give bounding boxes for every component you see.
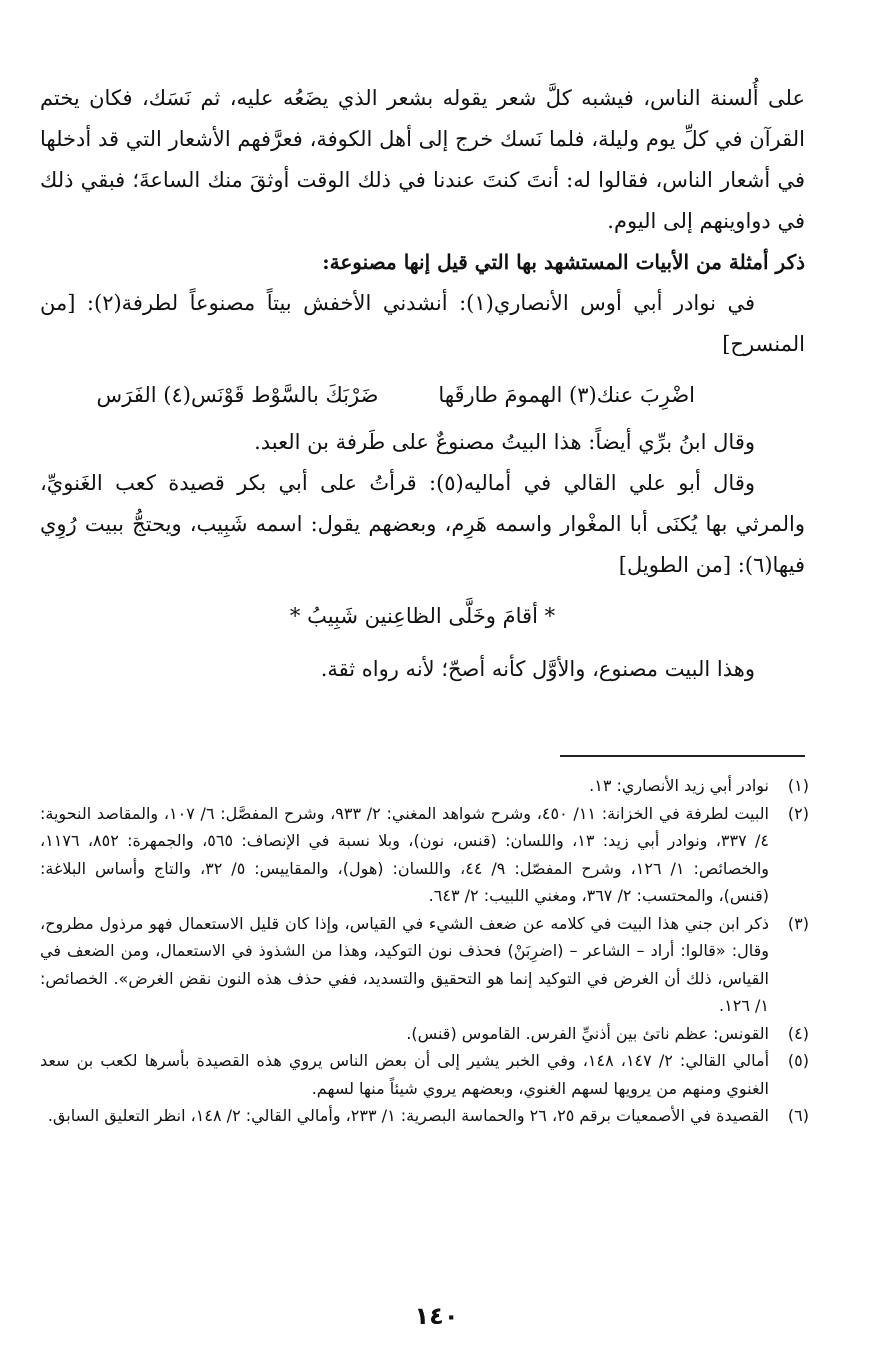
paragraph-1: على أُلسنة الناس، فيشبه كلَّ شعر يقوله بشعر الذي يضَعُه عليه، ثم نَسَك، فكان يختم القرآن في كلِّ يوم وليلة، فلما نَسك خرج إلى أهل الكوفة، فعرَّفهم الأشعار التي قد أدخلها في أشعار الناس، فقالوا له: أنتَ كنتَ عندنا في ذلك الوقت أوثقَ منك الساعةَ؛ فبقي ذلك في دواوينهم إلى اليوم.	[40, 86, 805, 233]
footnote-4	[40, 1020, 809, 1048]
paragraph-3: وقال ابنُ برِّي أيضاً: هذا البيتُ مصنوعٌ على طَرفة بن العبد.	[254, 430, 755, 454]
footnote-text: نوادر أبي زيد الأنصاري: ١٣.	[589, 776, 769, 795]
verse-1-second-hemistich: ضَرْبَكَ بالسَّوْط قَوْنَس(٤) الفَرَس	[96, 383, 379, 407]
footnote-text: القصيدة في الأصمعيات برقم ٢٥، ٢٦ والحماسة البصرية: ١/ ٢٣٣، وأمالي القالي: ٢/ ١٤٨، انظر التعليق السابق.	[47, 1106, 769, 1125]
footnote-number: (٥)	[787, 1051, 809, 1070]
footnote-text: القونس: عظم ناتئ بين أذنيِّ الفرس. القاموس (قنس).	[406, 1023, 769, 1043]
paragraph-5: وهذا البيت مصنوع، والأوَّل كأنه أصحّ؛ لأنه رواه ثقة.	[320, 657, 755, 681]
footnote-3	[40, 910, 809, 1020]
footnote-1	[40, 772, 809, 800]
main-text	[40, 78, 805, 690]
verse-1	[40, 375, 805, 416]
verse-2: * أقامَ وخَلَّى الظاعِنين شَبِيبُ *	[289, 604, 556, 628]
footnote-text: أمالي القالي: ٢/ ١٤٧، ١٤٨، وفي الخبر يشير إلى أن بعض الناس يروي هذه القصيدة بأسرها لكعب بن سعد الغنوي ومنهم من يرويها لسهم الغنوي، وبعضهم يروي شيئاً منها لسهم.	[40, 1051, 770, 1098]
footnote-number: (١)	[787, 776, 809, 795]
footnote-number: (٣)	[787, 913, 809, 933]
footnote-6	[40, 1102, 809, 1130]
section-heading: ذكر أمثلة من الأبيات المستشهد بها التي قيل إنها مصنوعة:	[322, 250, 805, 274]
footnote-number: (٢)	[787, 803, 809, 823]
footnote-2	[40, 800, 809, 910]
page-number: ١٤٠	[414, 1302, 459, 1330]
footnote-5	[40, 1047, 809, 1102]
footnote-divider	[560, 755, 805, 757]
footnotes	[40, 772, 809, 1130]
footnote-text: البيت لطرفة في الخزانة: ١١/ ٤٥٠، وشرح شواهد المغني: ٢/ ٩٣٣، وشرح المفصَّل: ٦/ ١٠٧، والمقاصد النحوية: ٤/ ٣٣٧، ونوادر أبي زيد: ١٣، واللسان: (قنس، نون)، وبلا نسبة في الإنصاف: ٥٦٥، والجمهرة: ٨٥٢، ١١٧٦، والخصائص: ١/ ١٢٦، وشرح المفصّل: ٩/ ٤٤، واللسان: (هول)، والمقاييس: ٥/ ٣٢، والتاج وأساس البلاغة: (قنس)، والمحتسب: ٢/ ٣٦٧، ومغني اللبيب: ٢/ ٦٤٣.	[40, 803, 770, 905]
footnote-number: (٤)	[787, 1023, 809, 1043]
footnote-number: (٦)	[787, 1106, 809, 1125]
paragraph-4: وقال أبو علي القالي في أماليه(٥): قرأتُ على أبي بكر قصيدة كعب الغَنويِّ، والمرثي بها يُكنَى أبا المغْوار واسمه هَرِم، وبعضهم يقول: اسمه شَبِيب، ويحتجُّ ببيت رُوِي فيها(٦): [من الطويل]	[40, 471, 805, 577]
paragraph-2: في نوادر أبي أوس الأنصاري(١): أنشدني الأخفش بيتاً مصنوعاً لطرفة(٢): [من المنسرح]	[40, 291, 805, 356]
footnote-text: ذكر ابن جني هذا البيت في كلامه عن ضعف الشيء في القياس، وإذا كان قليل الاستعمال فهو مرذول مطروح، وقال: «قالوا: أراد – الشاعر – (اضرِبَنْ) فحذف نون التوكيد، وهذا من الشذوذ في الاستعمال، ومن الضعف في القياس، ذلك أن الغرض في التوكيد إنما هو التحقيق والتسديد، ففي حذف هذه النون نقض الغرض». الخصائص: ١/ ١٢٦.	[40, 913, 769, 1015]
verse-1-first-hemistich: اضْرِبَ عنك(٣) الهمومَ طارقَها	[438, 383, 695, 407]
